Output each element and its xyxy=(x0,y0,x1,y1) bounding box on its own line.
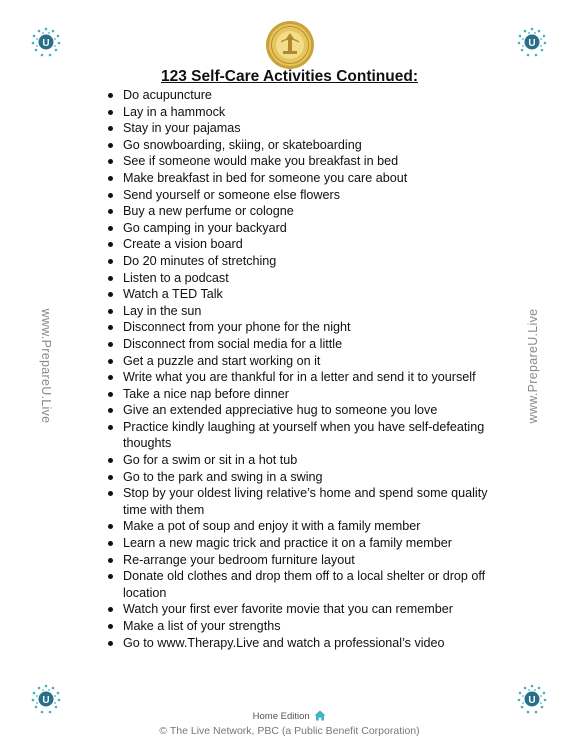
footer-edition-label: Home Edition xyxy=(252,711,310,722)
list-item: Go snowboarding, skiing, or skateboarding xyxy=(107,137,507,154)
list-item: Re-arrange your bedroom furniture layout xyxy=(107,552,507,569)
corner-logo-icon xyxy=(517,27,547,57)
list-item: Lay in a hammock xyxy=(107,104,507,121)
list-item: Go to the park and swing in a swing xyxy=(107,469,507,486)
page-title: 123 Self-Care Activities Continued: xyxy=(161,68,418,85)
svg-text:U: U xyxy=(528,38,536,49)
document-page: U U U U 123 Self-Care Activities Continued: www.PrepareU.Live www.PrepareU.Live Do acupuncture Lay in a hammock Stay in your pajamas Go snowboarding, skiing, or skateboarding See if someone would make you breakfast in bed Make breakfast in bed for someone you care about Send yourself or someone else flowers Buy a new perfume or cologne Go camping in your backyard Create a vision board Do 20 minutes of stretching Listen to a podcast Watch a TED Talk Lay in the sun Disconnect from your phone for the night Disconnect from social media for a little Get a puzzle and start working on it Write what you are thankful for in a letter and send it to yourself Take a nice nap before dinner Give an extended appreciative hug to someone you love Practice kindly laughing at yourself when you have self-defeating thoughts Go for a swim or sit in a hot tub Go to the park and swing in a swing Stop by your oldest living relative’s home and spend some quality time with them Make a pot of soup and enjoy it with a family member Learn a new magic trick and practice it on a family member Re-arrange your bedroom furniture layout Donate old clothes and drop them off to a local shelter or drop off location Watch your first ever favorite movie that you can remember Make a list of your strengths Go to www.Therapy.Live and watch a professional’s video Home Edition © The Live Network, PBC (a Public Benefit Corporation) xyxy=(0,0,579,750)
svg-text:U: U xyxy=(42,695,50,706)
list-item: Stop by your oldest living relative’s home and spend some quality time with them xyxy=(107,485,507,518)
list-item: Take a nice nap before dinner xyxy=(107,386,507,403)
list-item: Listen to a podcast xyxy=(107,270,507,287)
list-item: Practice kindly laughing at yourself when you have self-defeating thoughts xyxy=(107,419,507,452)
list-item: Go for a swim or sit in a hot tub xyxy=(107,452,507,469)
list-item: Make breakfast in bed for someone you care about xyxy=(107,170,507,187)
list-item: Watch a TED Talk xyxy=(107,286,507,303)
footer-copyright: © The Live Network, PBC (a Public Benefit Corporation) xyxy=(159,725,420,737)
list-item: Lay in the sun xyxy=(107,303,507,320)
footer-edition xyxy=(0,710,579,724)
svg-text:U: U xyxy=(528,695,536,706)
list-item: Get a puzzle and start working on it xyxy=(107,353,507,370)
list-item: Watch your first ever favorite movie that you can remember xyxy=(107,601,507,618)
list-item: Go to www.Therapy.Live and watch a professional’s video xyxy=(107,635,507,652)
list-item: Learn a new magic trick and practice it on a family member xyxy=(107,535,507,552)
list-item: Send yourself or someone else flowers xyxy=(107,187,507,204)
seal-icon xyxy=(265,20,315,70)
list-item: See if someone would make you breakfast in bed xyxy=(107,153,507,170)
list-item: Give an extended appreciative hug to someone you love xyxy=(107,402,507,419)
list-item: Do acupuncture xyxy=(107,87,507,104)
list-item: Donate old clothes and drop them off to a local shelter or drop off location xyxy=(107,568,507,601)
list-item: Create a vision board xyxy=(107,236,507,253)
list-item: Buy a new perfume or cologne xyxy=(107,203,507,220)
list-item: Disconnect from social media for a little xyxy=(107,336,507,353)
activity-list xyxy=(107,87,507,651)
svg-text:U: U xyxy=(42,38,50,49)
list-item: Do 20 minutes of stretching xyxy=(107,253,507,270)
list-item: Disconnect from your phone for the night xyxy=(107,319,507,336)
list-item: Make a pot of soup and enjoy it with a family member xyxy=(107,518,507,535)
list-item: Stay in your pajamas xyxy=(107,120,507,137)
corner-logo-icon xyxy=(31,27,61,57)
home-icon xyxy=(314,710,326,724)
list-item: Go camping in your backyard xyxy=(107,220,507,237)
list-item: Write what you are thankful for in a letter and send it to yourself xyxy=(107,369,507,386)
list-item: Make a list of your strengths xyxy=(107,618,507,635)
